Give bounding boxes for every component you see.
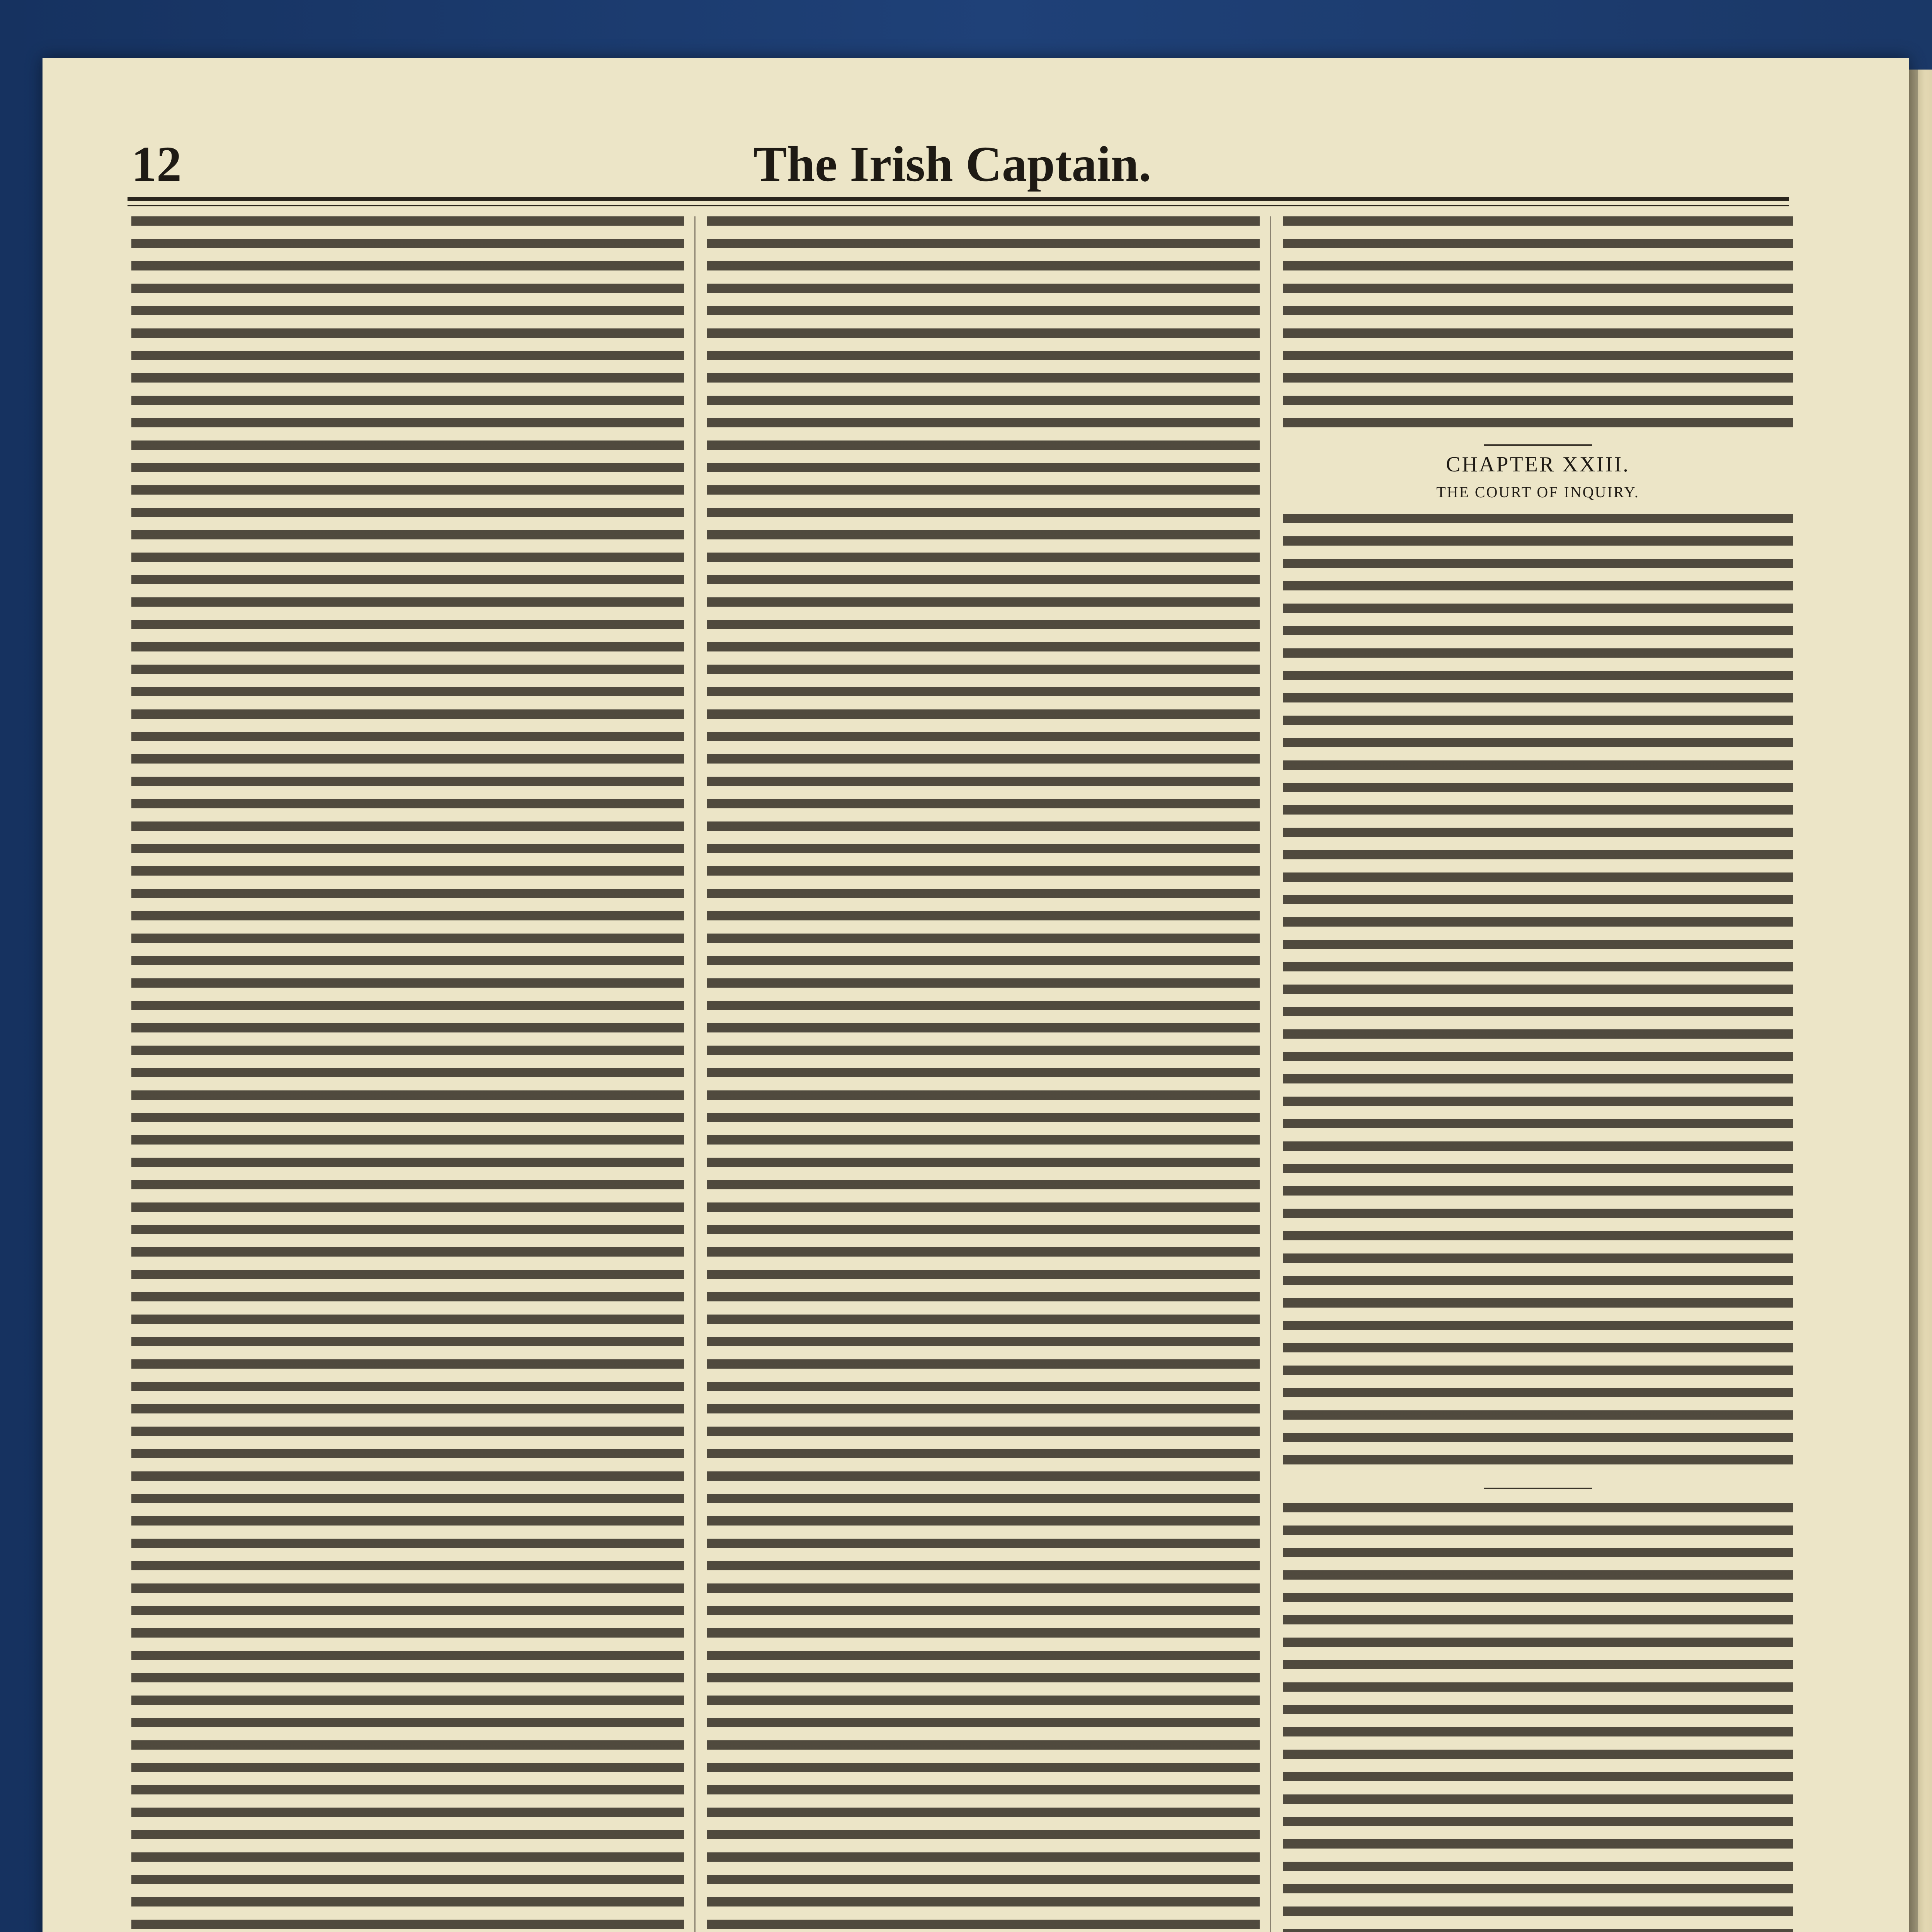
- section-rule: [1484, 444, 1592, 446]
- column-rule: [1270, 216, 1271, 1932]
- body-text-block: [707, 216, 1260, 1932]
- page-edge-shade: [1909, 70, 1918, 1932]
- chapter-subtitle: THE COURT OF INQUIRY.: [1436, 483, 1639, 501]
- body-text-block: [131, 216, 684, 1932]
- header-rule: [128, 197, 1789, 201]
- page-number: 12: [131, 136, 182, 192]
- chapter-title: CHAPTER XXIII.: [1446, 452, 1630, 476]
- column-right: [1283, 216, 1793, 1932]
- body-text-block: [1283, 216, 1793, 433]
- column-rule: [694, 216, 696, 1932]
- column-left: [131, 216, 684, 1932]
- running-title: The Irish Captain.: [753, 136, 1151, 192]
- body-text-block: [1283, 514, 1793, 1472]
- header-rule-thin: [128, 205, 1789, 206]
- body-text-block: [1283, 1503, 1793, 1932]
- section-rule: [1484, 1488, 1592, 1489]
- column-middle: [707, 216, 1260, 1932]
